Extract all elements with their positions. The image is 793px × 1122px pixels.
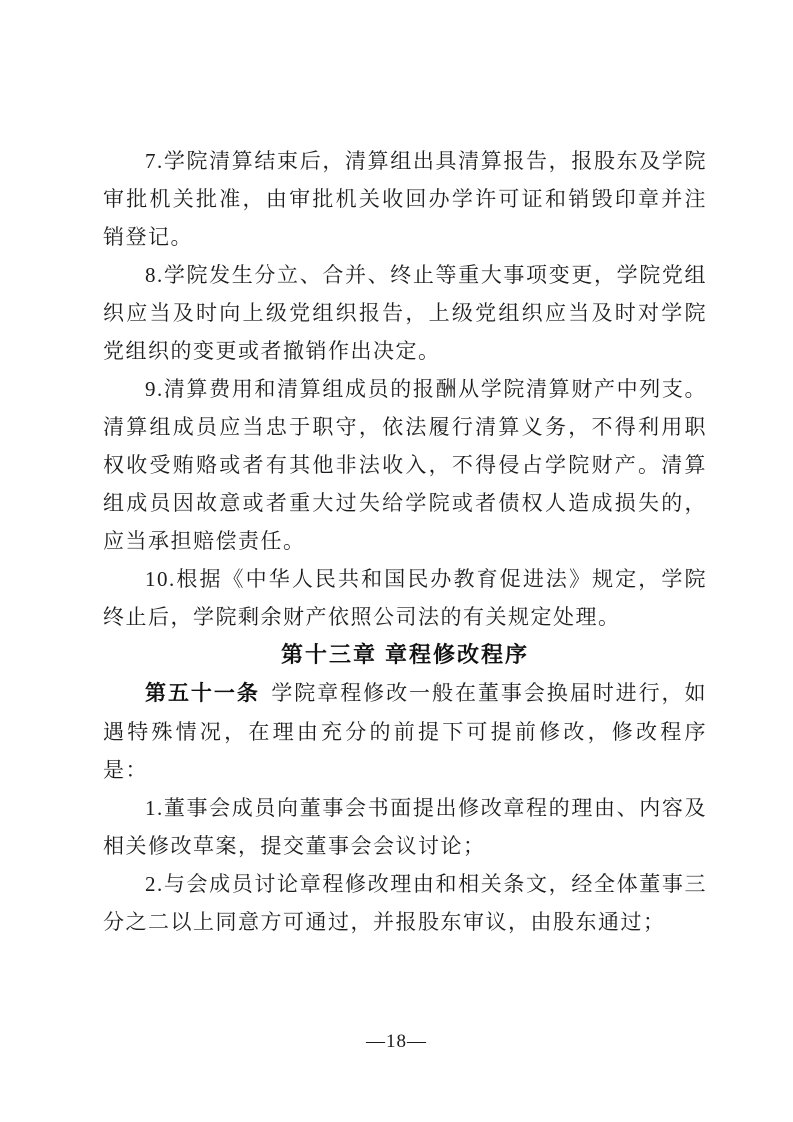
clause-7-paragraph: 7.学院清算结束后，清算组出具清算报告，报股东及学院审批机关批准，由审批机关收回办学许可证和销毁印章并注销登记。 <box>103 149 707 249</box>
amendment-step-2-paragraph: 2.与会成员讨论章程修改理由和相关条文，经全体董事三分之二以上同意方可通过，并报股东审议，由股东通过； <box>103 872 707 934</box>
clause-10-paragraph: 10.根据《中华人民共和国民办教育促进法》规定，学院终止后，学院剩余财产依照公司法的有关规定处理。 <box>103 567 707 629</box>
chapter-13-heading: 第十三章 章程修改程序 <box>280 642 530 667</box>
document-body <box>103 142 707 941</box>
article-51-number: 第五十一条 <box>145 682 260 705</box>
page-number: —18— <box>366 1031 427 1052</box>
clause-9-paragraph: 9.清算费用和清算组成员的报酬从学院清算财产中列支。清算组成员应当忠于职守，依法履行清算义务，不得利用职权收受贿赂或者有其他非法收入，不得侵占学院财产。清算组成员因故意或者重大过失给学院或者债权人造成损失的，应当承担赔偿责任。 <box>103 377 707 553</box>
amendment-step-1-paragraph: 1.董事会成员向董事会书面提出修改章程的理由、内容及相关修改草案，提交董事会会议讨论； <box>103 796 707 858</box>
article-51-text: 学院章程修改一般在董事会换届时进行，如遇特殊情况，在理由充分的前提下可提前修改，修改程序是： <box>103 681 708 782</box>
article-51-paragraph <box>103 674 707 789</box>
clause-8-paragraph: 8.学院发生分立、合并、终止等重大事项变更，学院党组织应当及时向上级党组织报告，上级党组织应当及时对学院党组织的变更或者撤销作出决定。 <box>103 263 707 363</box>
